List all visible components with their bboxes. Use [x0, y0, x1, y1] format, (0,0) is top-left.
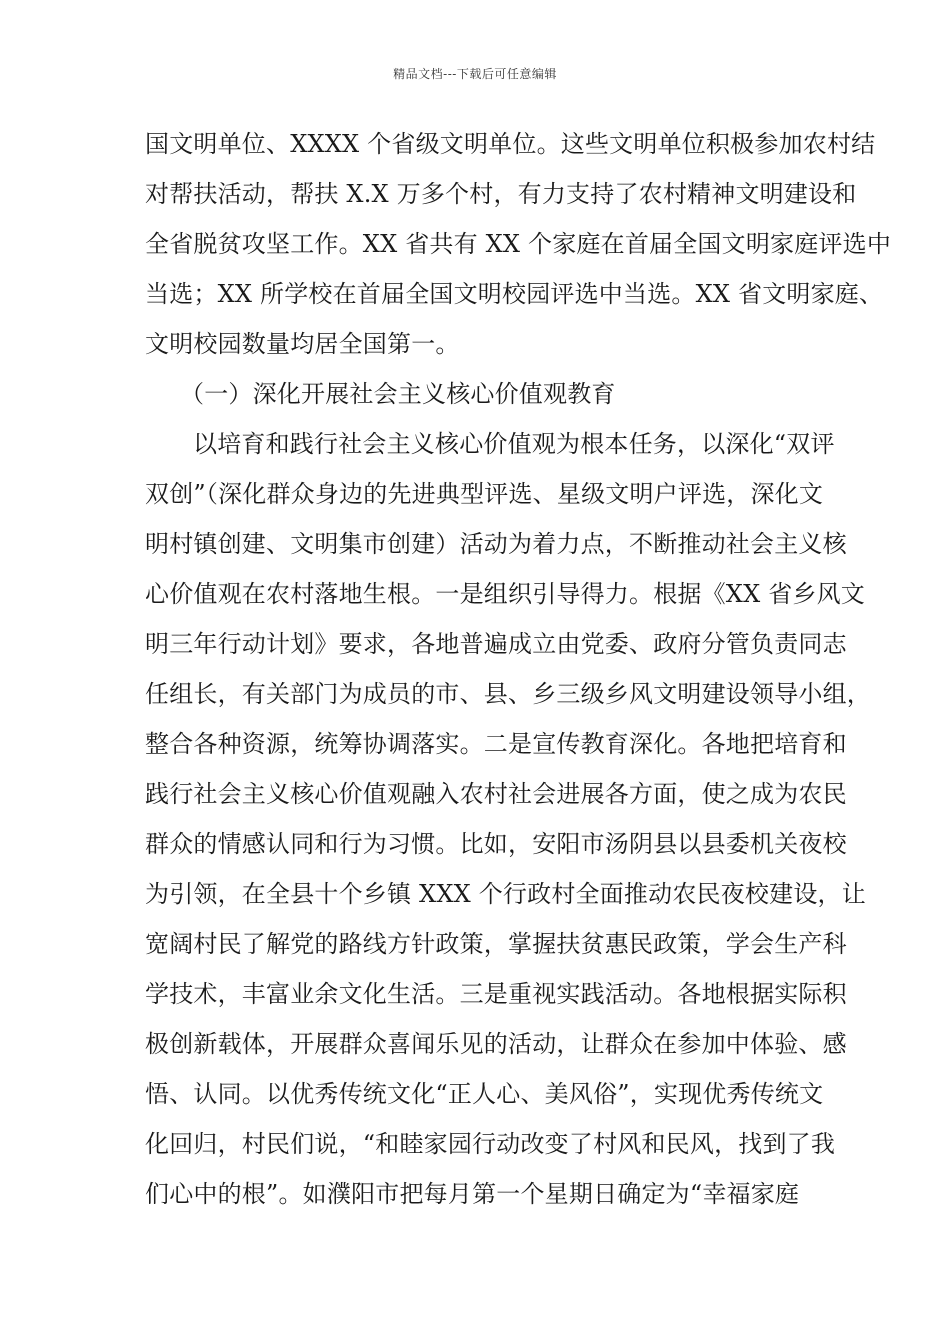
- text-line: 当选；XX 所学校在首届全国文明校园评选中当选。XX 省文明家庭、: [145, 280, 884, 308]
- text-line: 们心中的根”。如濮阳市把每月第一个星期日确定为“幸福家庭: [145, 1180, 800, 1208]
- text-line: 心价值观在农村落地生根。一是组织引导得力。根据《XX 省乡风文: [145, 580, 865, 608]
- text-line: 为引领，在全县十个乡镇 XXX 个行政村全面推动农民夜校建设，让: [145, 880, 866, 908]
- text-line: 宽阔村民了解党的路线方针政策，掌握扶贫惠民政策，学会生产科: [145, 930, 847, 958]
- text-line: 双创”（深化群众身边的先进典型评选、星级文明户评选，深化文: [145, 480, 824, 508]
- text-line: 国文明单位、XXXX 个省级文明单位。这些文明单位积极参加农村结: [145, 130, 876, 158]
- text-line: 践行社会主义核心价值观融入农村社会进展各方面，使之成为农民: [145, 780, 847, 808]
- text-line: 悟、认同。以优秀传统文化“正人心、美风俗”，实现优秀传统文: [145, 1080, 824, 1108]
- text-line: 极创新载体，开展群众喜闻乐见的活动，让群众在参加中体验、感: [145, 1030, 847, 1058]
- section-heading: （一）深化开展社会主义核心价值观教育: [180, 380, 616, 408]
- text-line: 明三年行动计划》要求，各地普遍成立由党委、政府分管负责同志: [145, 630, 847, 658]
- text-line: 全省脱贫攻坚工作。XX 省共有 XX 个家庭在首届全国文明家庭评选中: [145, 230, 892, 258]
- text-line: 任组长，有关部门为成员的市、县、乡三级乡风文明建设领导小组，: [145, 680, 871, 708]
- text-line: 群众的情感认同和行为习惯。比如，安阳市汤阴县以县委机关夜校: [145, 830, 847, 858]
- text-line: 文明校园数量均居全国第一。: [145, 330, 460, 358]
- text-line: 化回归，村民们说，“和睦家园行动改变了村风和民风，找到了我: [145, 1130, 836, 1158]
- text-line: 学技术，丰富业余文化生活。三是重视实践活动。各地根据实际积: [145, 980, 847, 1008]
- text-line: 以培育和践行社会主义核心价值观为根本任务，以深化“双评: [193, 430, 835, 458]
- text-line: 对帮扶活动，帮扶 X.X 万多个村，有力支持了农村精神文明建设和: [145, 180, 857, 208]
- text-line: 明村镇创建、文明集市创建）活动为着力点，不断推动社会主义核: [145, 530, 847, 558]
- text-line: 整合各种资源，统筹协调落实。二是宣传教育深化。各地把培育和: [145, 730, 847, 758]
- page-header: 精品文档---下载后可任意编辑: [393, 67, 557, 81]
